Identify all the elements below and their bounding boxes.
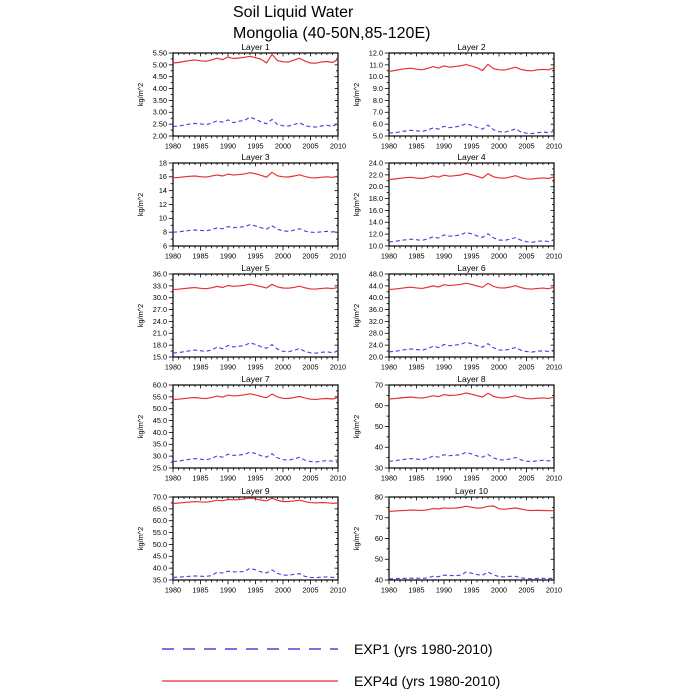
layer-1-panel [128, 41, 348, 151]
y-tick-label: 60.0 [152, 380, 167, 390]
x-tick-label: 2010 [329, 473, 347, 483]
x-tick-label: 1985 [192, 251, 209, 261]
x-tick-label: 2010 [329, 251, 347, 261]
x-tick-label: 2000 [274, 473, 292, 483]
exp1-line [173, 452, 338, 462]
x-tick-label: 1990 [435, 473, 453, 483]
x-tick-label: 1985 [192, 362, 209, 372]
panel-title: Layer 4 [457, 152, 486, 162]
legend-item-exp1 [160, 641, 493, 657]
y-tick-label: 40.0 [368, 293, 383, 303]
y-tick-label: 50 [374, 421, 383, 431]
y-tick-label: 44.0 [368, 281, 383, 291]
y-tick-label: 3.50 [152, 95, 167, 105]
x-tick-label: 2005 [518, 473, 535, 483]
plot-frame [173, 163, 338, 246]
y-tick-label: 2.00 [152, 131, 167, 141]
layer-2-panel [344, 41, 564, 151]
x-tick-label: 1985 [408, 362, 425, 372]
legend-label-exp1: EXP1 (yrs 1980-2010) [354, 641, 493, 657]
x-tick-label: 1980 [164, 585, 182, 595]
exp1-line [173, 568, 338, 577]
y-tick-label: 8.0 [372, 95, 383, 105]
figure-title-line2: Mongolia (40-50N,85-120E) [233, 25, 431, 42]
plot-frame [389, 497, 554, 580]
y-tick-label: 60.0 [152, 516, 167, 526]
x-tick-label: 1990 [435, 362, 453, 372]
panel-title: Layer 2 [457, 42, 486, 52]
layer-5-panel [128, 262, 348, 372]
panel-title: Layer 10 [454, 486, 489, 496]
plot-frame [389, 274, 554, 357]
x-tick-label: 1980 [380, 585, 398, 595]
exp1-line [173, 343, 338, 353]
y-tick-label: 8 [162, 227, 167, 237]
exp4d-line [173, 394, 338, 400]
y-tick-label: 25.0 [152, 463, 167, 473]
y-tick-label: 32.0 [368, 316, 383, 326]
layer-10-panel [344, 485, 564, 595]
x-tick-label: 2000 [274, 585, 292, 595]
y-tick-label: 18.0 [152, 340, 167, 350]
x-tick-label: 1985 [192, 141, 209, 151]
y-axis-label: kg/m^2 [352, 303, 361, 328]
y-tick-label: 36.0 [368, 304, 383, 314]
x-tick-label: 2005 [302, 362, 319, 372]
y-tick-label: 18 [158, 158, 167, 168]
axis-ticks [169, 53, 338, 140]
exp4d-line [389, 173, 554, 179]
x-tick-label: 1990 [435, 585, 453, 595]
x-tick-label: 2010 [545, 251, 563, 261]
figure-title-line1: Soil Liquid Water [233, 4, 354, 21]
y-tick-label: 10.0 [368, 72, 383, 82]
panel-title: Layer 1 [241, 42, 270, 52]
y-tick-label: 35.0 [152, 439, 167, 449]
y-tick-label: 6.0 [372, 119, 383, 129]
y-axis-label: kg/m^2 [352, 82, 361, 107]
y-axis-label: kg/m^2 [136, 414, 145, 439]
y-tick-label: 12.0 [368, 229, 383, 239]
y-tick-label: 80 [374, 492, 383, 502]
y-tick-label: 6 [162, 241, 167, 251]
x-tick-label: 1980 [380, 141, 398, 151]
x-tick-label: 1995 [463, 473, 480, 483]
exp4d-line [389, 393, 554, 399]
y-axis-label: kg/m^2 [352, 414, 361, 439]
exp4d-line [389, 283, 554, 289]
y-tick-label: 50.0 [152, 539, 167, 549]
exp4d-line [173, 498, 338, 504]
y-tick-label: 45.0 [152, 551, 167, 561]
y-tick-label: 40 [374, 442, 383, 452]
y-tick-label: 48.0 [368, 269, 383, 279]
y-tick-label: 11.0 [369, 60, 383, 70]
x-tick-label: 1995 [247, 141, 264, 151]
y-tick-label: 30.0 [152, 293, 167, 303]
y-axis-label: kg/m^2 [352, 192, 361, 217]
x-tick-label: 2000 [490, 251, 508, 261]
axis-ticks [169, 274, 338, 361]
x-tick-label: 1995 [463, 141, 480, 151]
x-tick-label: 1995 [463, 251, 480, 261]
exp4d-line [389, 506, 554, 511]
y-tick-label: 45.0 [152, 415, 167, 425]
x-tick-label: 2000 [274, 141, 292, 151]
y-tick-label: 18.0 [368, 193, 383, 203]
exp1-line [389, 124, 554, 134]
exp1-line [389, 233, 554, 243]
x-tick-label: 2000 [490, 585, 508, 595]
x-tick-label: 2000 [274, 251, 292, 261]
y-tick-label: 5.50 [152, 48, 167, 58]
x-tick-label: 1980 [380, 473, 398, 483]
x-tick-label: 1980 [164, 362, 182, 372]
y-tick-label: 27.0 [152, 304, 167, 314]
x-tick-label: 2010 [545, 585, 563, 595]
x-tick-label: 1985 [408, 141, 425, 151]
y-tick-label: 10 [158, 213, 167, 223]
x-tick-label: 2005 [518, 585, 535, 595]
exp4d-line-sample [160, 676, 340, 686]
legend-label-exp4d: EXP4d (yrs 1980-2010) [354, 673, 501, 689]
y-tick-label: 10.0 [368, 241, 383, 251]
y-tick-label: 30 [374, 463, 383, 473]
y-tick-label: 24.0 [152, 316, 167, 326]
y-tick-label: 40.0 [152, 563, 167, 573]
x-tick-label: 1990 [219, 362, 237, 372]
exp4d-line [173, 284, 338, 290]
y-tick-label: 14.0 [368, 217, 383, 227]
x-tick-label: 2010 [545, 141, 563, 151]
y-axis-label: kg/m^2 [136, 192, 145, 217]
y-tick-label: 2.50 [152, 119, 167, 129]
layer-3-panel [128, 151, 348, 261]
y-tick-label: 28.0 [368, 328, 383, 338]
y-tick-label: 24.0 [368, 158, 383, 168]
x-tick-label: 2000 [274, 362, 292, 372]
y-tick-label: 70.0 [152, 492, 167, 502]
y-axis-label: kg/m^2 [136, 82, 145, 107]
y-tick-label: 5.0 [372, 131, 383, 141]
y-axis-label: kg/m^2 [136, 303, 145, 328]
x-tick-label: 2005 [518, 362, 535, 372]
x-tick-label: 1990 [219, 585, 237, 595]
panel-title: Layer 8 [457, 374, 486, 384]
exp1-line [389, 572, 554, 579]
y-tick-label: 16 [158, 172, 167, 182]
x-tick-label: 1985 [192, 473, 209, 483]
x-tick-label: 2000 [490, 141, 508, 151]
x-tick-label: 2005 [302, 585, 319, 595]
y-tick-label: 4.50 [152, 72, 167, 82]
x-tick-label: 2005 [518, 141, 535, 151]
y-axis-label: kg/m^2 [352, 526, 361, 551]
exp1-line [389, 342, 554, 352]
x-tick-label: 1985 [192, 585, 209, 595]
x-tick-label: 2005 [302, 251, 319, 261]
layer-4-panel [344, 151, 564, 261]
layer-9-panel [128, 485, 348, 595]
y-tick-label: 12 [158, 199, 167, 209]
x-tick-label: 1995 [463, 362, 480, 372]
x-tick-label: 2010 [329, 362, 347, 372]
layer-6-panel [344, 262, 564, 372]
exp4d-line [389, 64, 554, 71]
x-tick-label: 1980 [164, 473, 182, 483]
y-tick-label: 5.00 [152, 60, 167, 70]
x-tick-label: 1980 [164, 251, 182, 261]
y-tick-label: 60 [374, 533, 383, 543]
legend-item-exp4d [160, 673, 500, 689]
exp1-line [173, 225, 338, 233]
plot-frame [173, 53, 338, 136]
layer-8-panel [344, 373, 564, 483]
y-tick-label: 20.0 [368, 352, 383, 362]
y-tick-label: 50.0 [152, 404, 167, 414]
y-tick-label: 22.0 [368, 170, 383, 180]
panel-title: Layer 7 [241, 374, 270, 384]
y-tick-label: 55.0 [152, 392, 167, 402]
y-tick-label: 36.0 [152, 269, 167, 279]
x-tick-label: 1985 [408, 251, 425, 261]
x-tick-label: 2010 [545, 362, 563, 372]
x-tick-label: 1995 [247, 473, 264, 483]
x-tick-label: 1995 [247, 251, 264, 261]
y-tick-label: 70 [374, 513, 383, 523]
x-tick-label: 1990 [219, 473, 237, 483]
y-tick-label: 50 [374, 554, 383, 564]
panel-title: Layer 6 [457, 263, 486, 273]
x-tick-label: 1980 [164, 141, 182, 151]
x-tick-label: 1990 [219, 251, 237, 261]
y-tick-label: 4.00 [152, 83, 167, 93]
x-tick-label: 1990 [219, 141, 237, 151]
y-tick-label: 24.0 [368, 340, 383, 350]
x-tick-label: 1995 [247, 362, 264, 372]
x-tick-label: 1990 [435, 251, 453, 261]
y-tick-label: 55.0 [152, 527, 167, 537]
y-tick-label: 12.0 [368, 48, 383, 58]
x-tick-label: 2005 [518, 251, 535, 261]
exp1-line-sample [160, 644, 340, 654]
y-tick-label: 20.0 [368, 182, 383, 192]
x-tick-label: 2005 [302, 473, 319, 483]
y-tick-label: 16.0 [368, 205, 383, 215]
layer-7-panel [128, 373, 348, 483]
x-tick-label: 2000 [490, 473, 508, 483]
panel-title: Layer 3 [241, 152, 270, 162]
x-tick-label: 2010 [329, 585, 347, 595]
y-tick-label: 15.0 [152, 352, 167, 362]
x-tick-label: 1985 [408, 585, 425, 595]
y-tick-label: 60 [374, 401, 383, 411]
x-tick-label: 2010 [329, 141, 347, 151]
x-tick-label: 1995 [463, 585, 480, 595]
x-tick-label: 2005 [302, 141, 319, 151]
y-tick-label: 70 [374, 380, 383, 390]
axis-ticks [169, 497, 338, 584]
plot-frame [173, 497, 338, 580]
exp1-line [389, 452, 554, 461]
y-tick-label: 3.00 [152, 107, 167, 117]
y-tick-label: 14 [158, 186, 167, 196]
y-tick-label: 9.0 [372, 83, 383, 93]
x-tick-label: 2000 [490, 362, 508, 372]
y-tick-label: 7.0 [372, 107, 383, 117]
panel-title: Layer 5 [241, 263, 270, 273]
x-tick-label: 2010 [545, 473, 563, 483]
exp4d-line [173, 172, 338, 178]
exp1-line [173, 117, 338, 127]
axis-ticks [385, 163, 554, 250]
y-tick-label: 30.0 [152, 451, 167, 461]
y-tick-label: 65.0 [152, 504, 167, 514]
x-tick-label: 1990 [435, 141, 453, 151]
y-tick-label: 21.0 [152, 328, 167, 338]
x-tick-label: 1980 [380, 251, 398, 261]
x-tick-label: 1980 [380, 362, 398, 372]
panel-title: Layer 9 [241, 486, 270, 496]
x-tick-label: 1995 [247, 585, 264, 595]
y-axis-label: kg/m^2 [136, 526, 145, 551]
x-tick-label: 1985 [408, 473, 425, 483]
y-tick-label: 40.0 [152, 427, 167, 437]
y-tick-label: 35.0 [152, 575, 167, 585]
axis-ticks [385, 53, 554, 140]
y-tick-label: 33.0 [152, 281, 167, 291]
y-tick-label: 40 [374, 575, 383, 585]
plot-frame [173, 274, 338, 357]
